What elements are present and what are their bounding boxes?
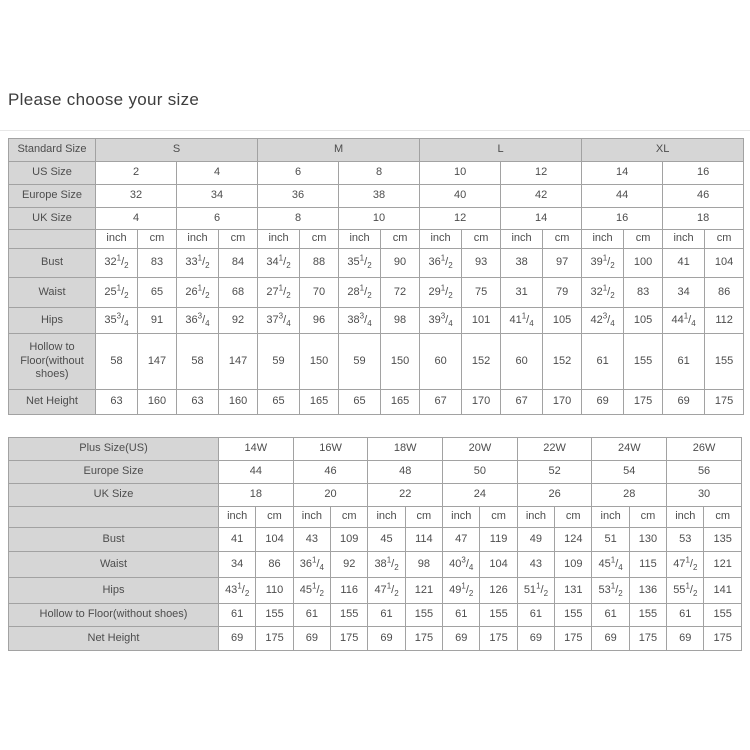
size-value-cell: 4 <box>177 162 258 185</box>
unit-cell: inch <box>96 230 138 249</box>
measurement-cell: $38^3/_4$ <box>339 308 381 334</box>
measurement-cell: 104 <box>256 528 293 552</box>
measurement-cell: 155 <box>256 604 293 627</box>
table-row <box>9 390 744 415</box>
measurement-cell: 79 <box>543 278 582 308</box>
measurement-cell: $49^1/_2$ <box>443 578 480 604</box>
measurement-cell: $35^3/_4$ <box>96 308 138 334</box>
size-value-cell: 10 <box>339 208 420 230</box>
row-label: Europe Size <box>9 461 219 484</box>
table-row <box>9 208 744 230</box>
unit-cell: cm <box>138 230 177 249</box>
measurement-cell: 65 <box>138 278 177 308</box>
standard-size-table-body <box>9 139 744 415</box>
measurement-cell: 104 <box>480 552 517 578</box>
measurement-cell: 69 <box>667 627 704 651</box>
measurement-cell: 175 <box>555 627 592 651</box>
page-title: Please choose your size <box>8 90 200 109</box>
measurement-cell: 110 <box>256 578 293 604</box>
measurement-cell: 90 <box>381 249 420 278</box>
table-row <box>9 162 744 185</box>
unit-cell: inch <box>592 507 629 528</box>
measurement-cell: 175 <box>405 627 442 651</box>
measurement-cell: 41 <box>663 249 705 278</box>
measurement-cell: $32^1/_2$ <box>582 278 624 308</box>
measurement-cell: 100 <box>624 249 663 278</box>
measurement-cell: $28^1/_2$ <box>339 278 381 308</box>
row-label: UK Size <box>9 484 219 507</box>
measurement-cell: 61 <box>517 604 554 627</box>
table-row <box>9 604 742 627</box>
unit-cell: cm <box>480 507 517 528</box>
standard-size-header: Standard Size <box>9 139 96 162</box>
measurement-cell: $44^1/_4$ <box>663 308 705 334</box>
unit-cell: inch <box>517 507 554 528</box>
measurement-cell: $36^1/_2$ <box>420 249 462 278</box>
row-label: Net Height <box>9 627 219 651</box>
unit-cell: inch <box>443 507 480 528</box>
size-value-cell: 6 <box>177 208 258 230</box>
unit-cell: cm <box>219 230 258 249</box>
size-group-header: S <box>96 139 258 162</box>
measurement-cell: 92 <box>331 552 368 578</box>
measurement-cell: $47^1/_2$ <box>368 578 405 604</box>
measurement-cell: 147 <box>138 334 177 390</box>
measurement-cell: 96 <box>300 308 339 334</box>
measurement-cell: $40^3/_4$ <box>443 552 480 578</box>
measurement-cell: 75 <box>462 278 501 308</box>
measurement-cell: 70 <box>300 278 339 308</box>
measurement-cell: $43^1/_2$ <box>219 578 256 604</box>
measurement-cell: 152 <box>543 334 582 390</box>
measurement-cell: 170 <box>462 390 501 415</box>
measurement-cell: 105 <box>624 308 663 334</box>
table-row <box>9 461 742 484</box>
measurement-cell: 47 <box>443 528 480 552</box>
standard-size-table <box>8 138 744 415</box>
measurement-cell: 34 <box>219 552 256 578</box>
unit-cell: cm <box>555 507 592 528</box>
measurement-cell: 69 <box>517 627 554 651</box>
measurement-cell: 58 <box>96 334 138 390</box>
measurement-cell: $45^1/_2$ <box>293 578 330 604</box>
measurement-cell: 86 <box>705 278 744 308</box>
row-label: Bust <box>9 249 96 278</box>
size-value-cell: 14W <box>219 438 294 461</box>
unit-cell: inch <box>501 230 543 249</box>
measurement-cell: 45 <box>368 528 405 552</box>
measurement-cell: 69 <box>368 627 405 651</box>
measurement-cell: 126 <box>480 578 517 604</box>
size-value-cell: 32 <box>96 185 177 208</box>
measurement-cell: 170 <box>543 390 582 415</box>
measurement-cell: 131 <box>555 578 592 604</box>
size-value-cell: 14 <box>501 208 582 230</box>
measurement-cell: 61 <box>368 604 405 627</box>
measurement-cell: 175 <box>331 627 368 651</box>
size-value-cell: 16 <box>663 162 744 185</box>
measurement-cell: 63 <box>96 390 138 415</box>
measurement-cell: 69 <box>293 627 330 651</box>
measurement-cell: 59 <box>339 334 381 390</box>
unit-cell: cm <box>300 230 339 249</box>
table-row <box>9 528 742 552</box>
measurement-cell: 124 <box>555 528 592 552</box>
size-value-cell: 56 <box>667 461 742 484</box>
measurement-cell: 88 <box>300 249 339 278</box>
measurement-cell: 175 <box>704 627 742 651</box>
measurement-cell: $29^1/_2$ <box>420 278 462 308</box>
plus-size-table <box>8 437 742 651</box>
row-label: Plus Size(US) <box>9 438 219 461</box>
measurement-cell: 72 <box>381 278 420 308</box>
row-label: UK Size <box>9 208 96 230</box>
unit-cell: inch <box>667 507 704 528</box>
size-group-header: XL <box>582 139 744 162</box>
measurement-cell: $55^1/_2$ <box>667 578 704 604</box>
measurement-cell: $33^1/_2$ <box>177 249 219 278</box>
measurement-cell: 175 <box>624 390 663 415</box>
measurement-cell: 160 <box>138 390 177 415</box>
measurement-cell: 58 <box>177 334 219 390</box>
measurement-cell: 155 <box>704 604 742 627</box>
measurement-cell: 67 <box>420 390 462 415</box>
measurement-cell: 69 <box>592 627 629 651</box>
unit-row <box>9 507 742 528</box>
measurement-cell: 49 <box>517 528 554 552</box>
unit-row-blank <box>9 230 96 249</box>
measurement-cell: 67 <box>501 390 543 415</box>
size-value-cell: 42 <box>501 185 582 208</box>
size-value-cell: 26 <box>517 484 592 507</box>
size-value-cell: 8 <box>258 208 339 230</box>
measurement-cell: 115 <box>629 552 666 578</box>
row-label: Waist <box>9 278 96 308</box>
table-row <box>9 578 742 604</box>
table-row <box>9 484 742 507</box>
measurement-cell: 119 <box>480 528 517 552</box>
size-value-cell: 8 <box>339 162 420 185</box>
measurement-cell: 53 <box>667 528 704 552</box>
row-label: Waist <box>9 552 219 578</box>
measurement-cell: 136 <box>629 578 666 604</box>
measurement-cell: 105 <box>543 308 582 334</box>
measurement-cell: 135 <box>704 528 742 552</box>
measurement-cell: $36^1/_4$ <box>293 552 330 578</box>
size-value-cell: 4 <box>96 208 177 230</box>
size-group-header: M <box>258 139 420 162</box>
size-value-cell: 22W <box>517 438 592 461</box>
measurement-cell: 98 <box>405 552 442 578</box>
table-row <box>9 334 744 390</box>
unit-cell: cm <box>331 507 368 528</box>
measurement-cell: 69 <box>443 627 480 651</box>
size-value-cell: 20 <box>293 484 368 507</box>
row-label: Hips <box>9 308 96 334</box>
size-value-cell: 24 <box>443 484 518 507</box>
measurement-cell: 150 <box>381 334 420 390</box>
measurement-cell: 155 <box>705 334 744 390</box>
unit-cell: cm <box>381 230 420 249</box>
measurement-cell: 121 <box>405 578 442 604</box>
measurement-cell: $42^3/_4$ <box>582 308 624 334</box>
measurement-cell: 101 <box>462 308 501 334</box>
size-value-cell: 44 <box>582 185 663 208</box>
size-value-cell: 46 <box>293 461 368 484</box>
measurement-cell: 43 <box>293 528 330 552</box>
unit-cell: inch <box>219 507 256 528</box>
size-value-cell: 34 <box>177 185 258 208</box>
measurement-cell: $35^1/_2$ <box>339 249 381 278</box>
measurement-cell: 116 <box>331 578 368 604</box>
measurement-cell: 31 <box>501 278 543 308</box>
row-label: Net Height <box>9 390 96 415</box>
measurement-cell: 175 <box>629 627 666 651</box>
measurement-cell: 165 <box>300 390 339 415</box>
measurement-cell: 86 <box>256 552 293 578</box>
measurement-cell: 160 <box>219 390 258 415</box>
unit-cell: inch <box>177 230 219 249</box>
plus-size-table-body <box>9 438 742 651</box>
size-value-cell: 16 <box>582 208 663 230</box>
table-row <box>9 552 742 578</box>
measurement-cell: 175 <box>705 390 744 415</box>
unit-cell: inch <box>368 507 405 528</box>
measurement-cell: 69 <box>663 390 705 415</box>
size-value-cell: 38 <box>339 185 420 208</box>
size-group-header: L <box>420 139 582 162</box>
unit-cell: inch <box>293 507 330 528</box>
measurement-cell: 65 <box>258 390 300 415</box>
table-row <box>9 249 744 278</box>
unit-cell: cm <box>256 507 293 528</box>
divider-rule <box>0 130 750 131</box>
size-value-cell: 36 <box>258 185 339 208</box>
measurement-cell: 68 <box>219 278 258 308</box>
size-value-cell: 6 <box>258 162 339 185</box>
table-row <box>9 438 742 461</box>
measurement-cell: 155 <box>405 604 442 627</box>
measurement-cell: 41 <box>219 528 256 552</box>
row-label: Hollow to Floor(without shoes) <box>9 604 219 627</box>
unit-cell: cm <box>462 230 501 249</box>
unit-cell: cm <box>705 230 744 249</box>
measurement-cell: $51^1/_2$ <box>517 578 554 604</box>
measurement-cell: 60 <box>501 334 543 390</box>
unit-cell: inch <box>258 230 300 249</box>
measurement-cell: 112 <box>705 308 744 334</box>
size-value-cell: 44 <box>219 461 294 484</box>
table-row <box>9 278 744 308</box>
measurement-cell: 152 <box>462 334 501 390</box>
table-row <box>9 185 744 208</box>
unit-cell: cm <box>704 507 742 528</box>
measurement-cell: 92 <box>219 308 258 334</box>
measurement-cell: 63 <box>177 390 219 415</box>
measurement-cell: 165 <box>381 390 420 415</box>
measurement-cell: 43 <box>517 552 554 578</box>
measurement-cell: 61 <box>663 334 705 390</box>
row-label: Europe Size <box>9 185 96 208</box>
measurement-cell: 150 <box>300 334 339 390</box>
measurement-cell: $25^1/_2$ <box>96 278 138 308</box>
measurement-cell: 91 <box>138 308 177 334</box>
measurement-cell: 69 <box>219 627 256 651</box>
row-label: US Size <box>9 162 96 185</box>
measurement-cell: 147 <box>219 334 258 390</box>
size-value-cell: 50 <box>443 461 518 484</box>
size-value-cell: 26W <box>667 438 742 461</box>
measurement-cell: 38 <box>501 249 543 278</box>
measurement-cell: 155 <box>480 604 517 627</box>
size-value-cell: 20W <box>443 438 518 461</box>
measurement-cell: 51 <box>592 528 629 552</box>
measurement-cell: 141 <box>704 578 742 604</box>
size-value-cell: 28 <box>592 484 667 507</box>
measurement-cell: 98 <box>381 308 420 334</box>
size-value-cell: 52 <box>517 461 592 484</box>
measurement-cell: $32^1/_2$ <box>96 249 138 278</box>
size-value-cell: 18 <box>219 484 294 507</box>
measurement-cell: 61 <box>667 604 704 627</box>
measurement-cell: $47^1/_2$ <box>667 552 704 578</box>
size-value-cell: 30 <box>667 484 742 507</box>
size-value-cell: 24W <box>592 438 667 461</box>
measurement-cell: 155 <box>331 604 368 627</box>
measurement-cell: 83 <box>624 278 663 308</box>
measurement-cell: $34^1/_2$ <box>258 249 300 278</box>
unit-cell: inch <box>420 230 462 249</box>
measurement-cell: 61 <box>293 604 330 627</box>
measurement-cell: 61 <box>219 604 256 627</box>
size-value-cell: 16W <box>293 438 368 461</box>
measurement-cell: $27^1/_2$ <box>258 278 300 308</box>
table-row <box>9 139 744 162</box>
size-value-cell: 40 <box>420 185 501 208</box>
unit-row-blank <box>9 507 219 528</box>
measurement-cell: 83 <box>138 249 177 278</box>
size-value-cell: 22 <box>368 484 443 507</box>
size-value-cell: 18W <box>368 438 443 461</box>
measurement-cell: 104 <box>705 249 744 278</box>
measurement-cell: $37^3/_4$ <box>258 308 300 334</box>
measurement-cell: 34 <box>663 278 705 308</box>
size-value-cell: 46 <box>663 185 744 208</box>
measurement-cell: 59 <box>258 334 300 390</box>
measurement-cell: 93 <box>462 249 501 278</box>
table-row <box>9 308 744 334</box>
measurement-cell: $26^1/_2$ <box>177 278 219 308</box>
unit-cell: cm <box>624 230 663 249</box>
measurement-cell: 109 <box>555 552 592 578</box>
measurement-cell: 60 <box>420 334 462 390</box>
measurement-cell: 175 <box>480 627 517 651</box>
measurement-cell: 84 <box>219 249 258 278</box>
unit-cell: cm <box>543 230 582 249</box>
size-value-cell: 2 <box>96 162 177 185</box>
unit-row <box>9 230 744 249</box>
size-value-cell: 12 <box>501 162 582 185</box>
size-value-cell: 48 <box>368 461 443 484</box>
measurement-cell: 61 <box>582 334 624 390</box>
measurement-cell: 109 <box>331 528 368 552</box>
measurement-cell: 175 <box>256 627 293 651</box>
unit-cell: cm <box>405 507 442 528</box>
measurement-cell: 130 <box>629 528 666 552</box>
unit-cell: inch <box>663 230 705 249</box>
measurement-cell: $39^1/_2$ <box>582 249 624 278</box>
row-label: Hips <box>9 578 219 604</box>
size-value-cell: 10 <box>420 162 501 185</box>
measurement-cell: 65 <box>339 390 381 415</box>
measurement-cell: 121 <box>704 552 742 578</box>
measurement-cell: 61 <box>592 604 629 627</box>
row-label: Bust <box>9 528 219 552</box>
measurement-cell: 61 <box>443 604 480 627</box>
measurement-cell: 114 <box>405 528 442 552</box>
measurement-cell: $41^1/_4$ <box>501 308 543 334</box>
size-value-cell: 12 <box>420 208 501 230</box>
row-label: Hollow to Floor(without shoes) <box>9 334 96 390</box>
unit-cell: inch <box>582 230 624 249</box>
size-value-cell: 14 <box>582 162 663 185</box>
measurement-cell: 155 <box>629 604 666 627</box>
measurement-cell: 97 <box>543 249 582 278</box>
measurement-cell: 69 <box>582 390 624 415</box>
size-value-cell: 18 <box>663 208 744 230</box>
measurement-cell: 155 <box>555 604 592 627</box>
measurement-cell: $38^1/_2$ <box>368 552 405 578</box>
size-value-cell: 54 <box>592 461 667 484</box>
unit-cell: cm <box>629 507 666 528</box>
table-row <box>9 627 742 651</box>
measurement-cell: $53^1/_2$ <box>592 578 629 604</box>
measurement-cell: $39^3/_4$ <box>420 308 462 334</box>
measurement-cell: $36^3/_4$ <box>177 308 219 334</box>
measurement-cell: $45^1/_4$ <box>592 552 629 578</box>
unit-cell: inch <box>339 230 381 249</box>
measurement-cell: 155 <box>624 334 663 390</box>
